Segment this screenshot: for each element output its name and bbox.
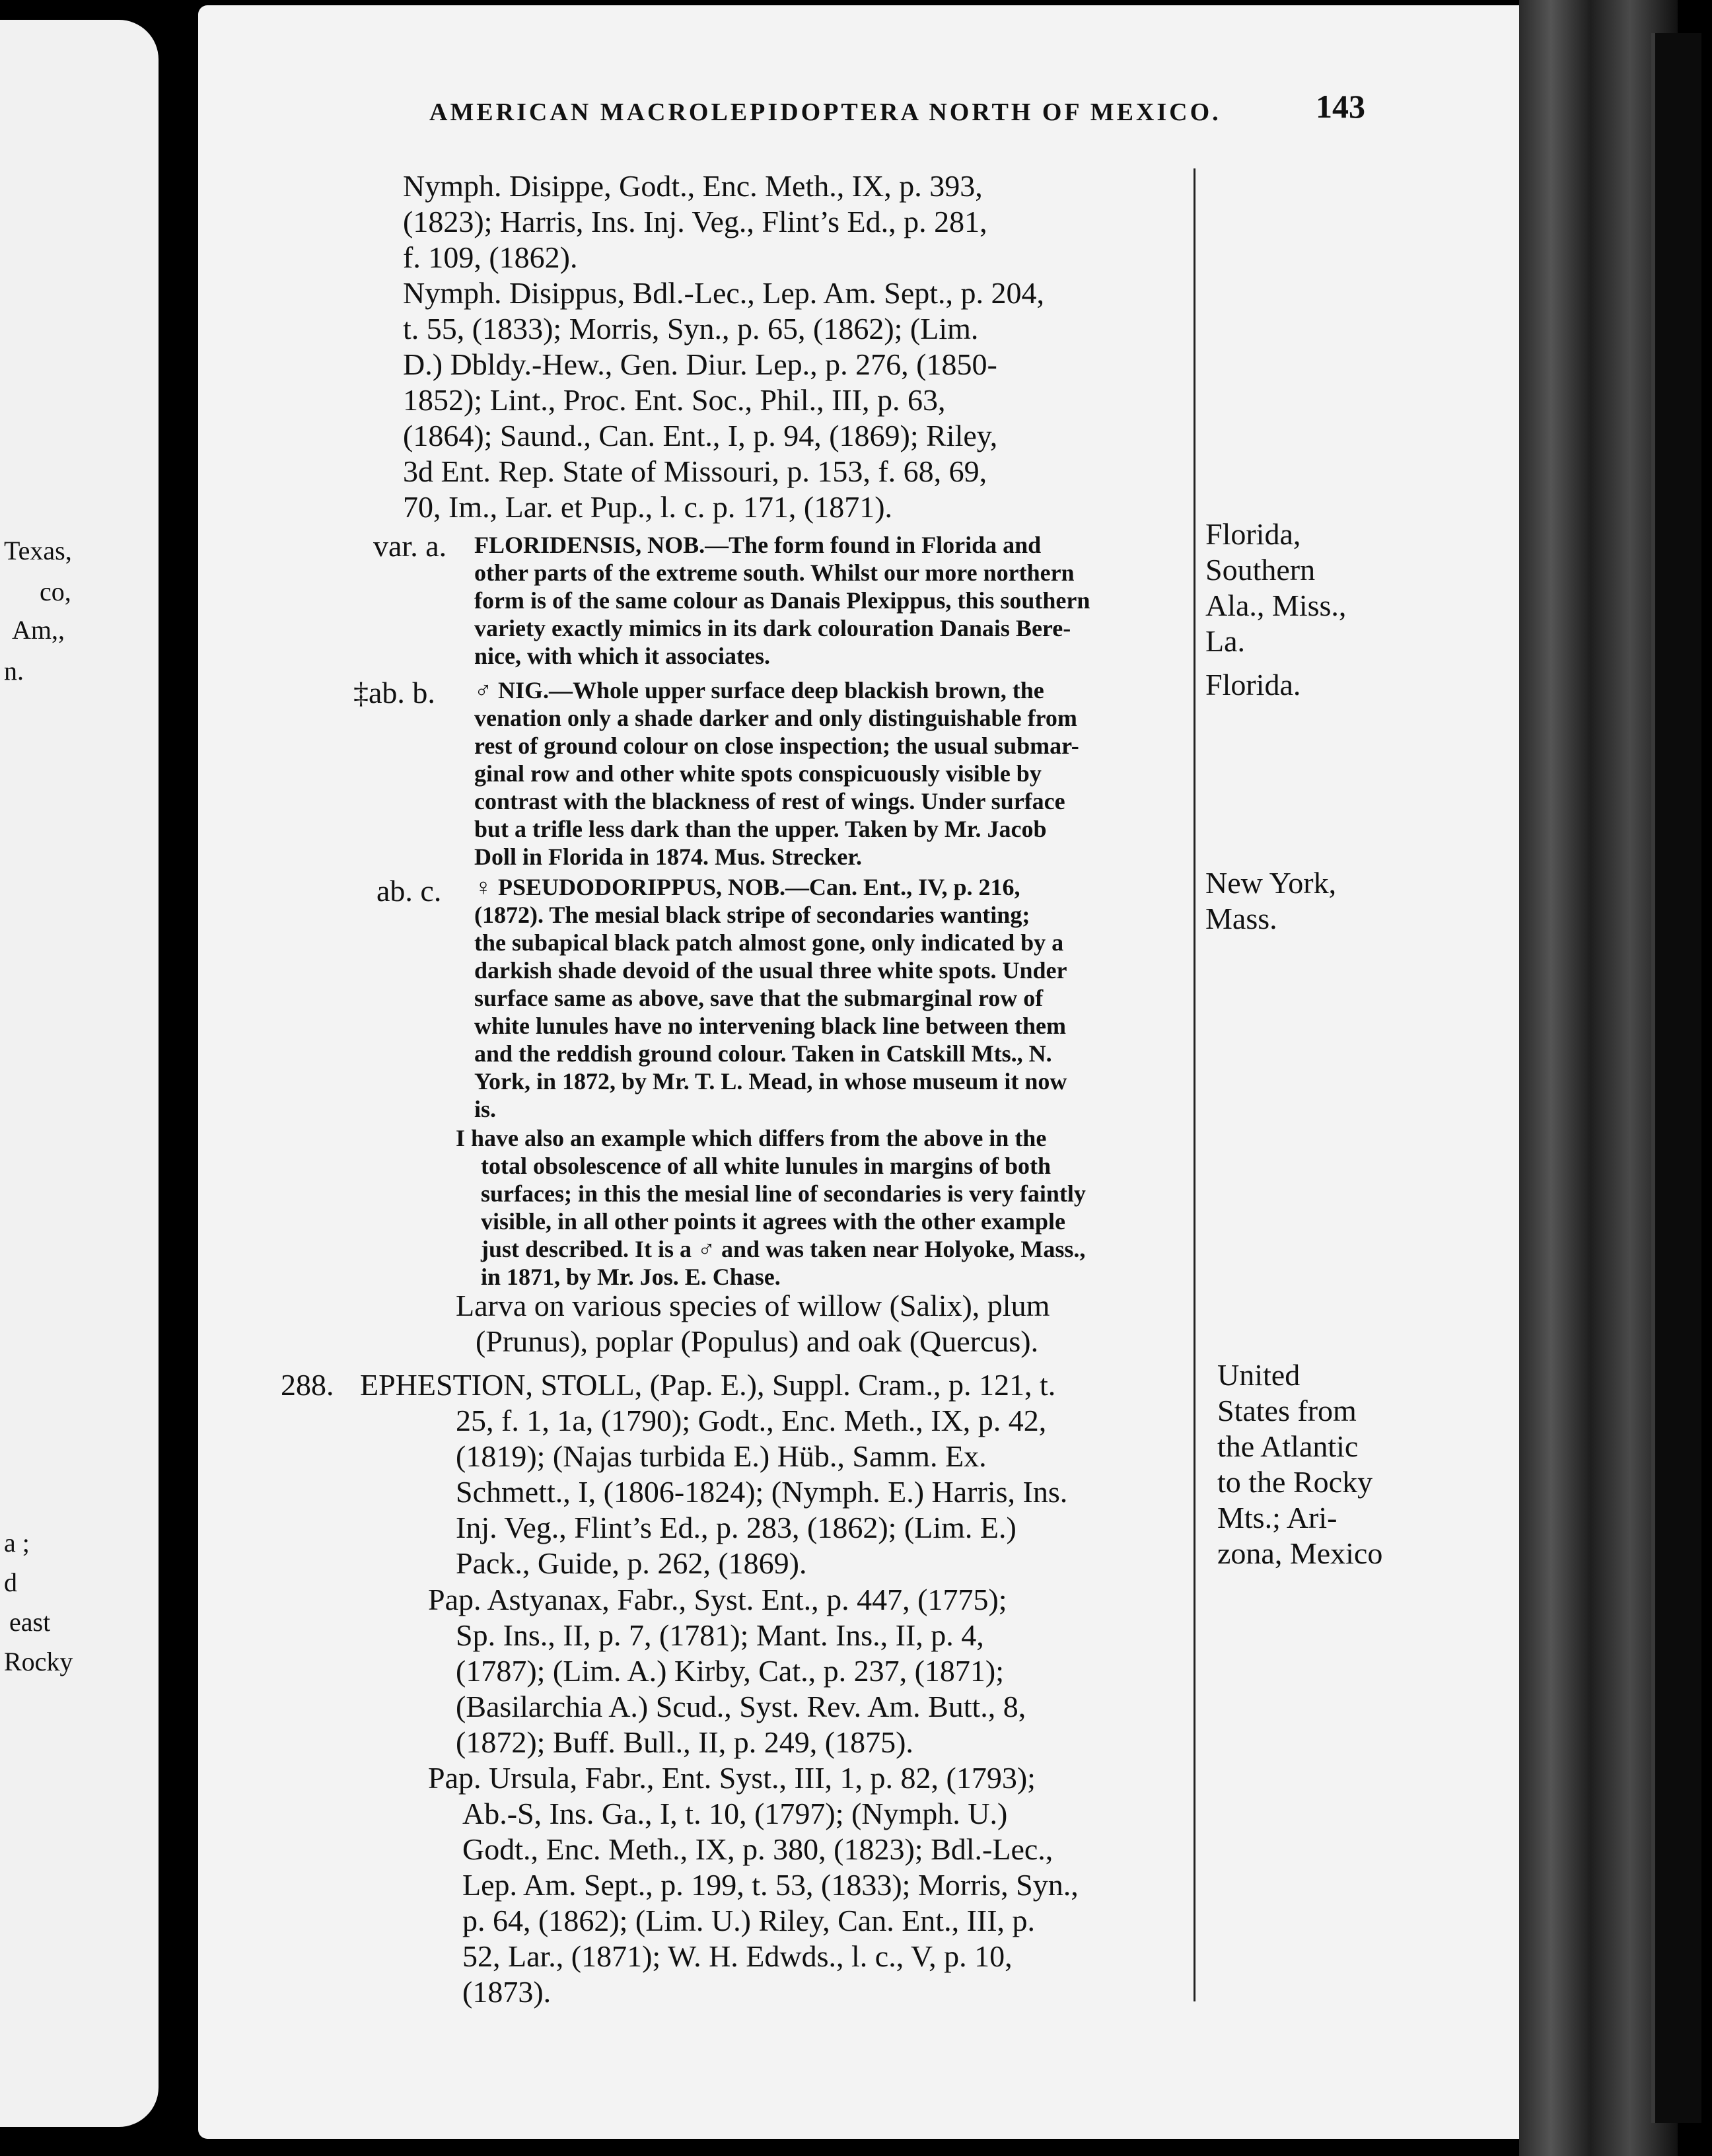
text-line: just described. It is a ♂ and was taken near Holyoke, Mass.,	[481, 1236, 1086, 1262]
text-line: rest of ground colour on close inspection; the usual submar-	[474, 733, 1079, 759]
aberration-c-description	[474, 873, 1194, 1123]
text-line: D.) Dbldy.-Hew., Gen. Diur. Lep., p. 276, (1850-	[403, 347, 997, 381]
prev-fragment: Texas,	[4, 536, 72, 565]
text-line: white lunules have no intervening black line between them	[474, 1013, 1067, 1039]
previous-page-fragment	[0, 20, 159, 2127]
text-line: FLORIDENSIS, NOB.—The form found in Florida and	[474, 532, 1042, 558]
text-line: in 1871, by Mr. Jos. E. Chase.	[481, 1264, 781, 1290]
text-line: contrast with the blackness of rest of wings. Under surface	[474, 788, 1065, 814]
text-line: 70, Im., Lar. et Pup., l. c. p. 171, (1871).	[403, 490, 893, 524]
text-line: Lep. Am. Sept., p. 199, t. 53, (1833); Morris, Syn.,	[462, 1868, 1079, 1902]
text-line: Schmett., I, (1806-1824); (Nymph. E.) Harris, Ins.	[456, 1475, 1068, 1509]
larva-note	[456, 1288, 1194, 1359]
text-line: (1823); Harris, Ins. Inj. Veg., Flint’s Ed., p. 281,	[403, 205, 987, 238]
text-line: (Prunus), poplar (Populus) and oak (Quercus).	[476, 1324, 1039, 1358]
text-line: other parts of the extreme south. Whilst our more northern	[474, 559, 1075, 586]
text-line: Pap. Astyanax, Fabr., Syst. Ent., p. 447, (1775);	[428, 1583, 1007, 1616]
text-line: venation only a shade darker and only distinguishable from	[474, 705, 1077, 731]
page-number: 143	[1316, 88, 1365, 125]
text-line: EPHESTION, STOLL, (Pap. E.), Suppl. Cram., p. 121, t.	[360, 1368, 1056, 1402]
text-line: surface same as above, save that the submarginal row of	[474, 985, 1044, 1011]
text-line: (1873).	[462, 1975, 552, 2009]
text-line: visible, in all other points it agrees with the other example	[481, 1208, 1065, 1235]
text-line: 1852); Lint., Proc. Ent. Soc., Phil., III, p. 63,	[403, 383, 946, 417]
text-line: total obsolescence of all white lunules in margins of both	[481, 1153, 1052, 1179]
text-line: York, in 1872, by Mr. T. L. Mead, in whose museum it now	[474, 1068, 1067, 1095]
text-line: Pack., Guide, p. 262, (1869).	[456, 1546, 807, 1580]
locality-288: United States from the Atlantic to the Rocky Mts.; Ari- zona, Mexico	[1217, 1358, 1383, 1570]
prev-fragment: a ;	[4, 1528, 30, 1558]
text-line: form is of the same colour as Danais Plexippus, this southern	[474, 587, 1090, 614]
text-line: the subapical black patch almost gone, only indicated by a	[474, 929, 1064, 956]
running-title: AMERICAN MACROLEPIDOPTERA NORTH OF MEXICO.	[429, 98, 1221, 126]
synonym-ursula	[428, 1760, 1194, 2010]
text-line: nice, with which it associates.	[474, 643, 770, 669]
text-line: Larva on various species of willow (Salix), plum	[456, 1289, 1050, 1322]
synonym-disippus	[403, 275, 1190, 525]
text-line: 25, f. 1, 1a, (1790); Godt., Enc. Meth., IX, p. 42,	[456, 1404, 1047, 1437]
prev-fragment: east	[9, 1607, 51, 1637]
aberration-c-note	[456, 1124, 1194, 1291]
text-line: (1872); Buff. Bull., II, p. 249, (1875).	[456, 1725, 913, 1759]
text-line: ginal row and other white spots conspicuously visible by	[474, 760, 1042, 787]
aberration-b-description	[474, 676, 1188, 871]
text-line: Pap. Ursula, Fabr., Ent. Syst., III, 1, p. 82, (1793);	[428, 1761, 1036, 1795]
text-line: is.	[474, 1096, 497, 1122]
text-line: I have also an example which differs from the above in the	[456, 1125, 1047, 1151]
text-line: ♀ PSEUDODORIPPUS, NOB.—Can. Ent., IV, p. 216,	[474, 874, 1020, 900]
text-line: t. 55, (1833); Morris, Syn., p. 65, (1862); (Lim.	[403, 312, 979, 345]
text-line: Doll in Florida in 1874. Mus. Strecker.	[474, 844, 863, 870]
prev-fragment: Rocky	[4, 1647, 73, 1676]
variety-label: var. a.	[373, 529, 447, 563]
synonym-astyanax	[428, 1582, 1194, 1760]
text-line: darkish shade devoid of the usual three white spots. Under	[474, 957, 1067, 984]
text-line: (Basilarchia A.) Scud., Syst. Rev. Am. Butt., 8,	[456, 1690, 1026, 1723]
text-line: Ab.-S, Ins. Ga., I, t. 10, (1797); (Nymph. U.)	[462, 1797, 1008, 1830]
variety-a-description	[474, 531, 1188, 670]
text-line: Nymph. Disippus, Bdl.-Lec., Lep. Am. Sept., p. 204,	[403, 276, 1045, 310]
text-line: p. 64, (1862); (Lim. U.) Riley, Can. Ent., III, p.	[462, 1904, 1036, 1937]
book-cover-edge	[1651, 33, 1701, 2123]
text-line: but a trifle less dark than the upper. Taken by Mr. Jacob	[474, 816, 1047, 842]
text-line: (1864); Saund., Can. Ent., I, p. 94, (1869); Riley,	[403, 419, 998, 452]
text-line: variety exactly mimics in its dark colouration Danais Bere-	[474, 615, 1071, 641]
prev-fragment: n.	[4, 656, 24, 686]
prev-fragment: co,	[40, 577, 71, 606]
aberration-label: ab. c.	[376, 874, 442, 908]
prev-fragment: Am,,	[12, 615, 65, 645]
locality-ab-c: New York, Mass.	[1205, 866, 1337, 935]
text-line: surfaces; in this the mesial line of secondaries is very faintly	[481, 1180, 1086, 1207]
text-line: Nymph. Disippe, Godt., Enc. Meth., IX, p. 393,	[403, 169, 983, 203]
locality-ab-b: Florida.	[1205, 668, 1301, 701]
text-line: f. 109, (1862).	[403, 240, 578, 274]
locality-var-a: Florida, Southern Ala., Miss., La.	[1205, 517, 1347, 658]
text-line: Godt., Enc. Meth., IX, p. 380, (1823); Bdl.-Lec.,	[462, 1832, 1053, 1866]
text-line: Inj. Veg., Flint’s Ed., p. 283, (1862); (Lim. E.)	[456, 1511, 1017, 1544]
text-line: Sp. Ins., II, p. 7, (1781); Mant. Ins., II, p. 4,	[456, 1618, 984, 1652]
text-line: ♂ NIG.—Whole upper surface deep blackish brown, the	[474, 677, 1044, 703]
prev-fragment: d	[4, 1567, 17, 1597]
synonym-disippe	[403, 168, 1190, 275]
text-line: 3d Ent. Rep. State of Missouri, p. 153, f. 68, 69,	[403, 454, 987, 488]
synonym-block-top	[357, 168, 1190, 525]
text-line: (1819); (Najas turbida E.) Hüb., Samm. Ex.	[456, 1439, 987, 1473]
text-line: 52, Lar., (1871); W. H. Edwds., l. c., V, p. 10,	[462, 1939, 1013, 1973]
entry-number: 288.	[281, 1368, 334, 1402]
text-line: (1872). The mesial black stripe of secondaries wanting;	[474, 902, 1030, 928]
entry-288-ephestion	[360, 1367, 1191, 1581]
aberration-label: ‡ab. b.	[353, 676, 435, 709]
text-line: and the reddish ground colour. Taken in Catskill Mts., N.	[474, 1040, 1052, 1067]
text-line: (1787); (Lim. A.) Kirby, Cat., p. 237, (1871);	[456, 1654, 1005, 1688]
